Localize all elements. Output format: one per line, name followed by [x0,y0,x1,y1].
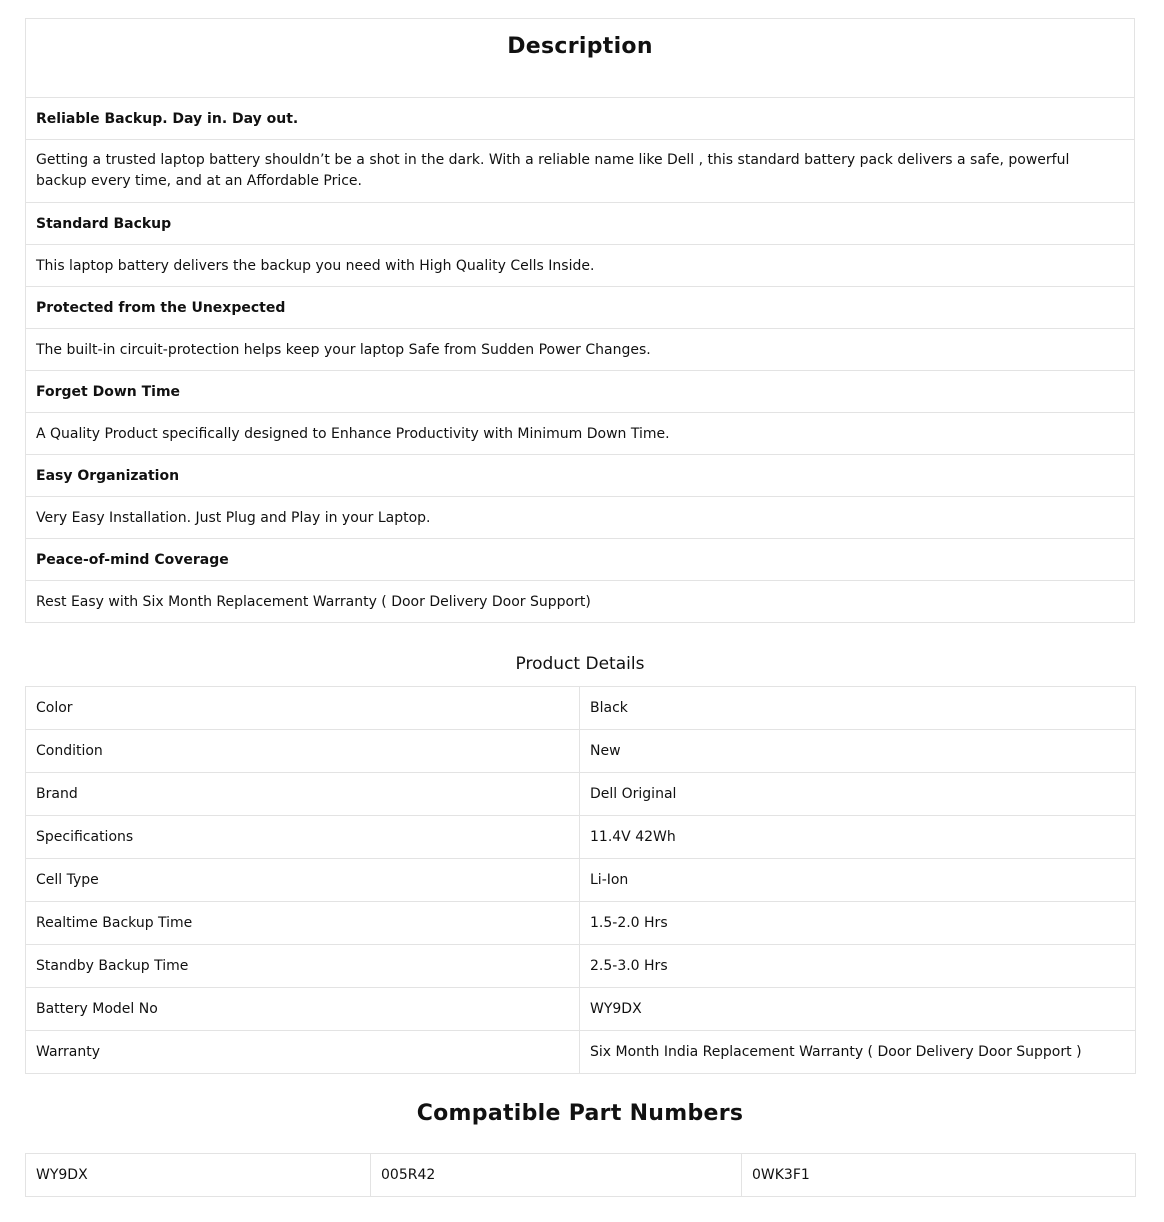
detail-label: Warranty [26,1031,580,1074]
table-row [26,1031,1136,1074]
detail-value: WY9DX [580,988,1136,1031]
detail-value: 2.5-3.0 Hrs [580,945,1136,988]
description-text: This laptop battery delivers the backup you need with High Quality Cells Inside. [26,245,1135,287]
description-heading: Easy Organization [26,455,1135,497]
detail-value: Black [580,687,1136,730]
detail-label: Standby Backup Time [26,945,580,988]
table-row [26,859,1136,902]
compatible-parts-table [25,1153,1136,1197]
description-text: A Quality Product specifically designed to Enhance Productivity with Minimum Down Time. [26,413,1135,455]
description-text: Very Easy Installation. Just Plug and Play in your Laptop. [26,497,1135,539]
product-details-table [25,686,1136,1074]
product-details-title: Product Details [515,654,645,674]
description-title: Description [507,34,653,59]
detail-label: Cell Type [26,859,580,902]
part-number: 005R42 [371,1154,742,1197]
detail-value: Six Month India Replacement Warranty ( Door Delivery Door Support ) [580,1031,1136,1074]
description-text: Rest Easy with Six Month Replacement Warranty ( Door Delivery Door Support) [26,581,1135,623]
compatible-part-numbers-title: Compatible Part Numbers [416,1101,744,1126]
description-text: The built-in circuit-protection helps keep your laptop Safe from Sudden Power Changes. [26,329,1135,371]
description-table [25,18,1135,623]
detail-label: Condition [26,730,580,773]
table-row [26,730,1136,773]
part-number: WY9DX [26,1154,371,1197]
description-heading: Forget Down Time [26,371,1135,413]
description-heading: Protected from the Unexpected [26,287,1135,329]
detail-value: Li-Ion [580,859,1136,902]
table-row [26,687,1136,730]
description-text: Getting a trusted laptop battery shouldn’t be a shot in the dark. With a reliable name like Dell , this standard battery pack delivers a safe, powerful backup every time, and at an Affordable Price. [26,140,1135,203]
detail-label: Specifications [26,816,580,859]
detail-label: Realtime Backup Time [26,902,580,945]
description-heading: Standard Backup [26,203,1135,245]
detail-value: New [580,730,1136,773]
table-row [26,816,1136,859]
table-row [26,988,1136,1031]
detail-label: Battery Model No [26,988,580,1031]
product-description-page [25,18,1135,1197]
description-heading: Reliable Backup. Day in. Day out. [26,98,1135,140]
table-row [26,1154,1136,1197]
description-title-cell [26,19,1135,98]
table-row [26,945,1136,988]
description-heading: Peace-of-mind Coverage [26,539,1135,581]
table-row [26,902,1136,945]
detail-value: Dell Original [580,773,1136,816]
detail-label: Color [26,687,580,730]
detail-value: 11.4V 42Wh [580,816,1136,859]
table-row [26,773,1136,816]
part-number: 0WK3F1 [742,1154,1136,1197]
detail-label: Brand [26,773,580,816]
detail-value: 1.5-2.0 Hrs [580,902,1136,945]
